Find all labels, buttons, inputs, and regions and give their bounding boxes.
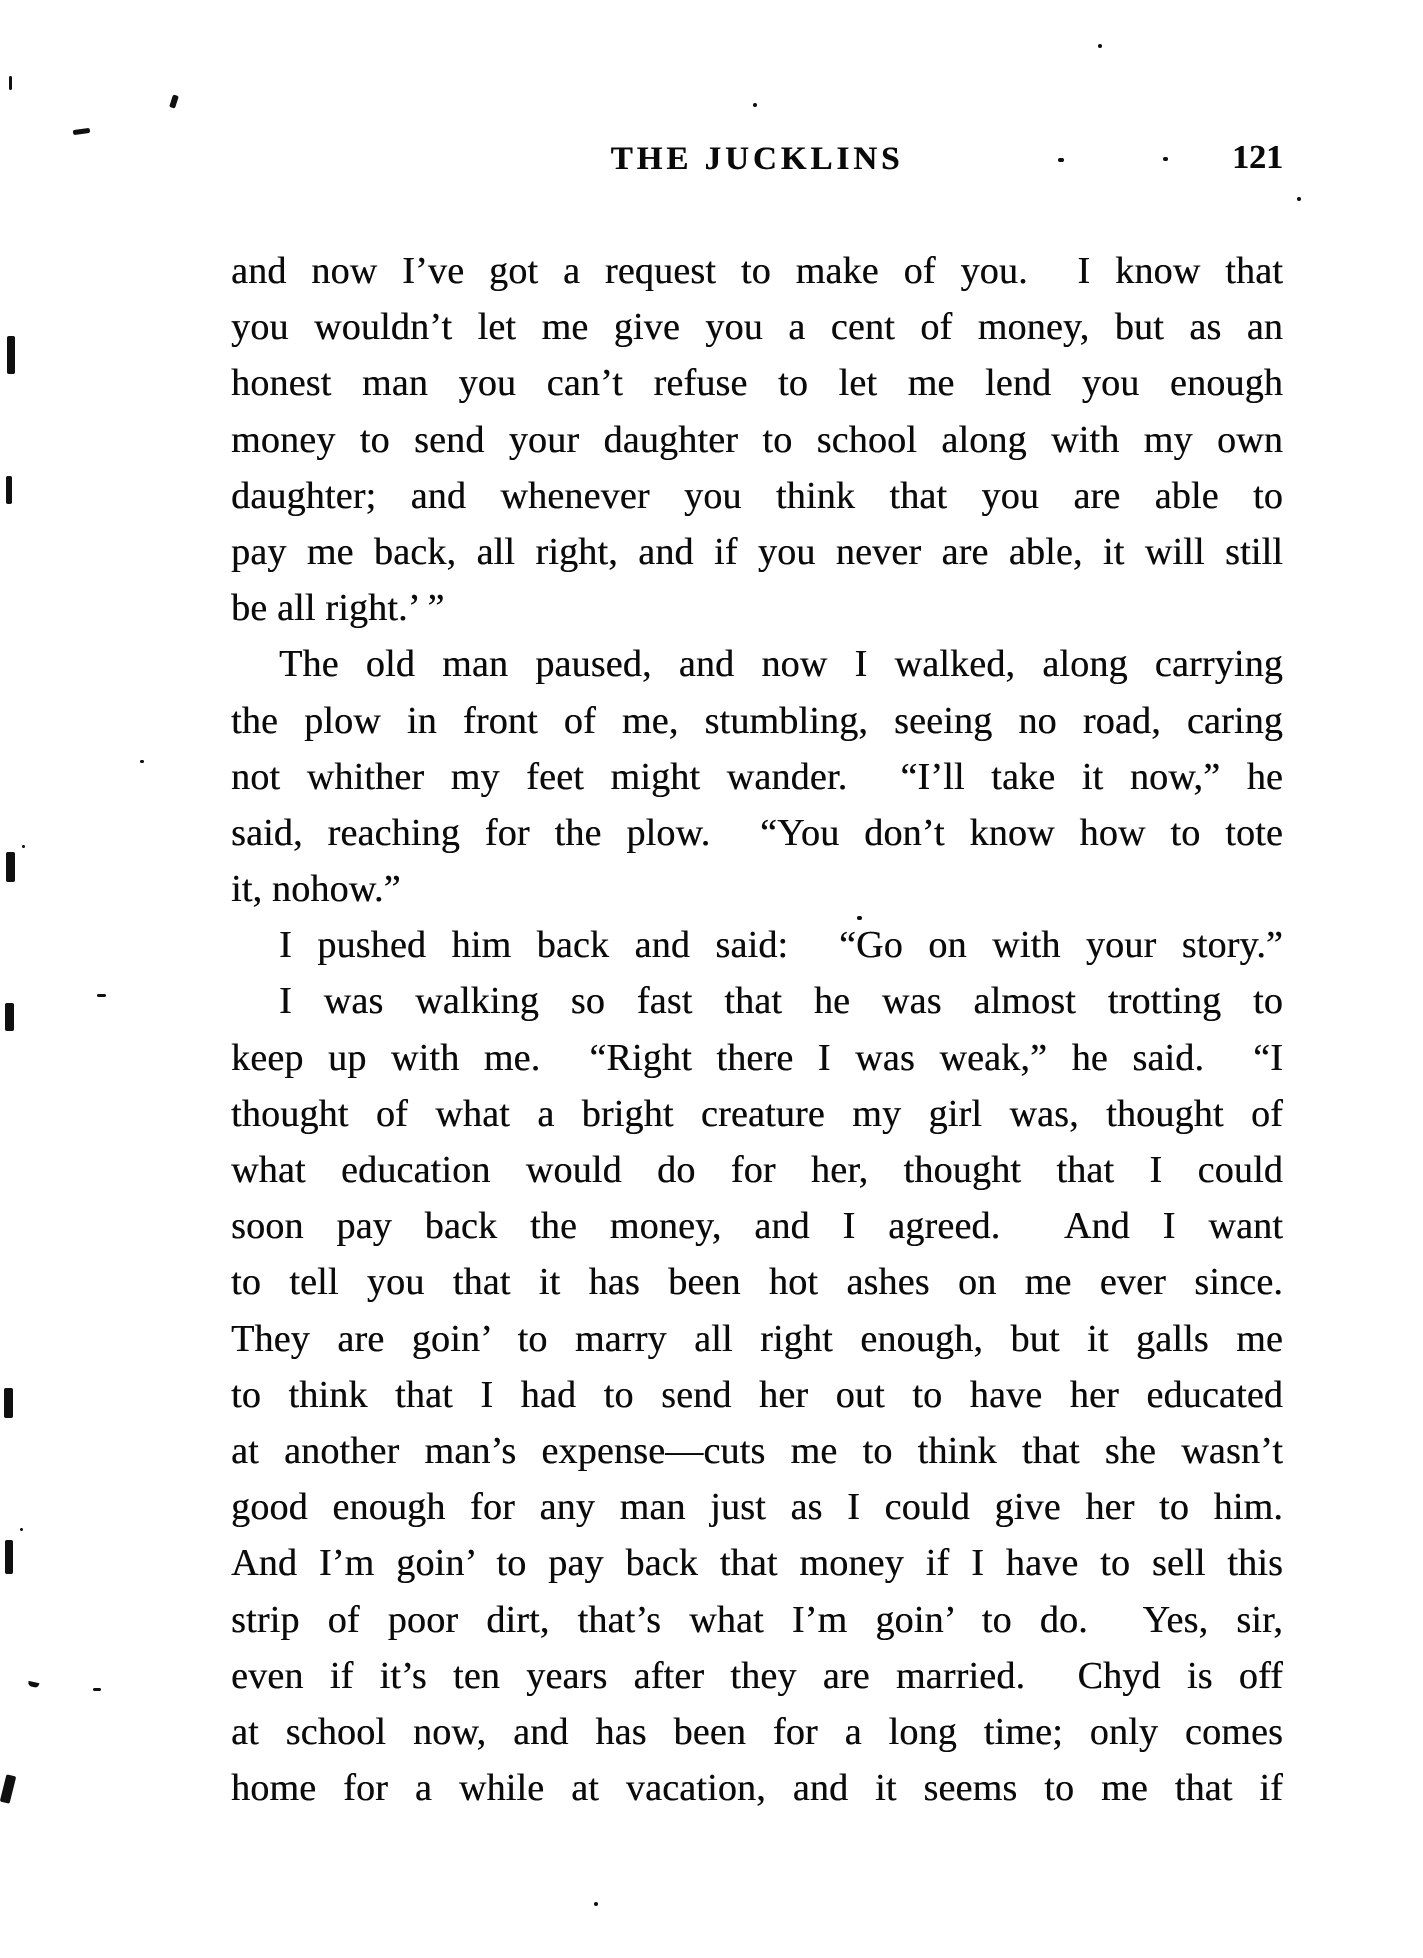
text-line: and now I’ve got a request to make of you. I know that bbox=[231, 250, 1283, 292]
scan-speck bbox=[20, 1528, 23, 1531]
text-line: good enough for any man just as I could give her to him. bbox=[231, 1486, 1283, 1529]
scan-speck bbox=[140, 760, 144, 763]
text-line: strip of poor dirt, that’s what I’m goin’ to do. Yes, sir, bbox=[231, 1598, 1283, 1641]
text-line: home for a while at vacation, and it seems to me that if bbox=[231, 1767, 1283, 1810]
text-line: And I’m goin’ to pay back that money if I have to sell this bbox=[231, 1542, 1283, 1585]
text-line: I was walking so fast that he was almost trotting to bbox=[279, 980, 1283, 1023]
text-line: The old man paused, and now I walked, along carrying bbox=[279, 643, 1283, 686]
text-line: honest man you can’t refuse to let me lend you enough bbox=[231, 362, 1283, 405]
scan-speck bbox=[9, 76, 12, 90]
running-title: THE JUCKLINS bbox=[610, 141, 904, 177]
text-line: They are goin’ to marry all right enough, but it galls me bbox=[231, 1317, 1283, 1360]
scan-speck bbox=[169, 94, 179, 108]
text-line: said, reaching for the plow. “You don’t know how to tote bbox=[231, 811, 1283, 854]
page-header bbox=[231, 141, 1283, 189]
scan-speck bbox=[0, 1774, 16, 1804]
scan-speck bbox=[6, 476, 12, 504]
text-line: at another man’s expense—cuts me to think that she wasn’t bbox=[231, 1429, 1283, 1472]
scan-speck bbox=[753, 103, 757, 107]
scan-speck bbox=[93, 1688, 101, 1691]
text-line: what education would do for her, thought that I could bbox=[231, 1149, 1283, 1191]
text-line: be all right.’ ” bbox=[231, 587, 445, 630]
text-line: soon pay back the money, and I agreed. And I want bbox=[231, 1205, 1283, 1248]
text-line: not whither my feet might wander. “I’ll take it now,” he bbox=[231, 755, 1283, 798]
scan-speck bbox=[1058, 158, 1064, 162]
text-line: to tell you that it has been hot ashes on me ever since. bbox=[231, 1261, 1283, 1304]
text-line: the plow in front of me, stumbling, seeing no road, caring bbox=[231, 699, 1283, 742]
scan-speck bbox=[1163, 157, 1168, 161]
scan-speck bbox=[5, 1003, 14, 1031]
text-line: money to send your daughter to school along with my own bbox=[231, 418, 1283, 461]
scan-speck bbox=[1098, 44, 1102, 48]
text-line: at school now, and has been for a long time; only comes bbox=[231, 1710, 1283, 1753]
text-line: thought of what a bright creature my girl was, thought of bbox=[231, 1092, 1283, 1135]
scan-speck bbox=[5, 1540, 13, 1574]
scan-speck bbox=[73, 128, 91, 135]
page-number: 121 bbox=[1232, 139, 1283, 176]
scan-speck bbox=[28, 1681, 40, 1688]
text-line: daughter; and whenever you think that you are able to bbox=[231, 474, 1283, 517]
scan-speck bbox=[1297, 197, 1301, 201]
text-line: pay me back, all right, and if you never are able, it will still bbox=[231, 530, 1283, 573]
text-line: you wouldn’t let me give you a cent of money, but as an bbox=[231, 306, 1283, 349]
text-line: I pushed him back and said: “Go on with your story.” bbox=[279, 924, 1283, 967]
scan-speck bbox=[6, 852, 15, 882]
scan-speck bbox=[4, 1388, 13, 1418]
scan-speck bbox=[7, 336, 15, 374]
body-text bbox=[231, 243, 1283, 1816]
text-line: even if it’s ten years after they are married. Chyd is off bbox=[231, 1654, 1283, 1697]
scan-speck bbox=[594, 1902, 598, 1906]
text-line: it, nohow.” bbox=[231, 868, 401, 911]
text-line: keep up with me. “Right there I was weak,” he said. “I bbox=[231, 1036, 1283, 1079]
scan-speck bbox=[857, 916, 862, 920]
scan-speck bbox=[22, 845, 25, 848]
text-line: to think that I had to send her out to have her educated bbox=[231, 1373, 1283, 1416]
scan-speck bbox=[97, 994, 106, 997]
